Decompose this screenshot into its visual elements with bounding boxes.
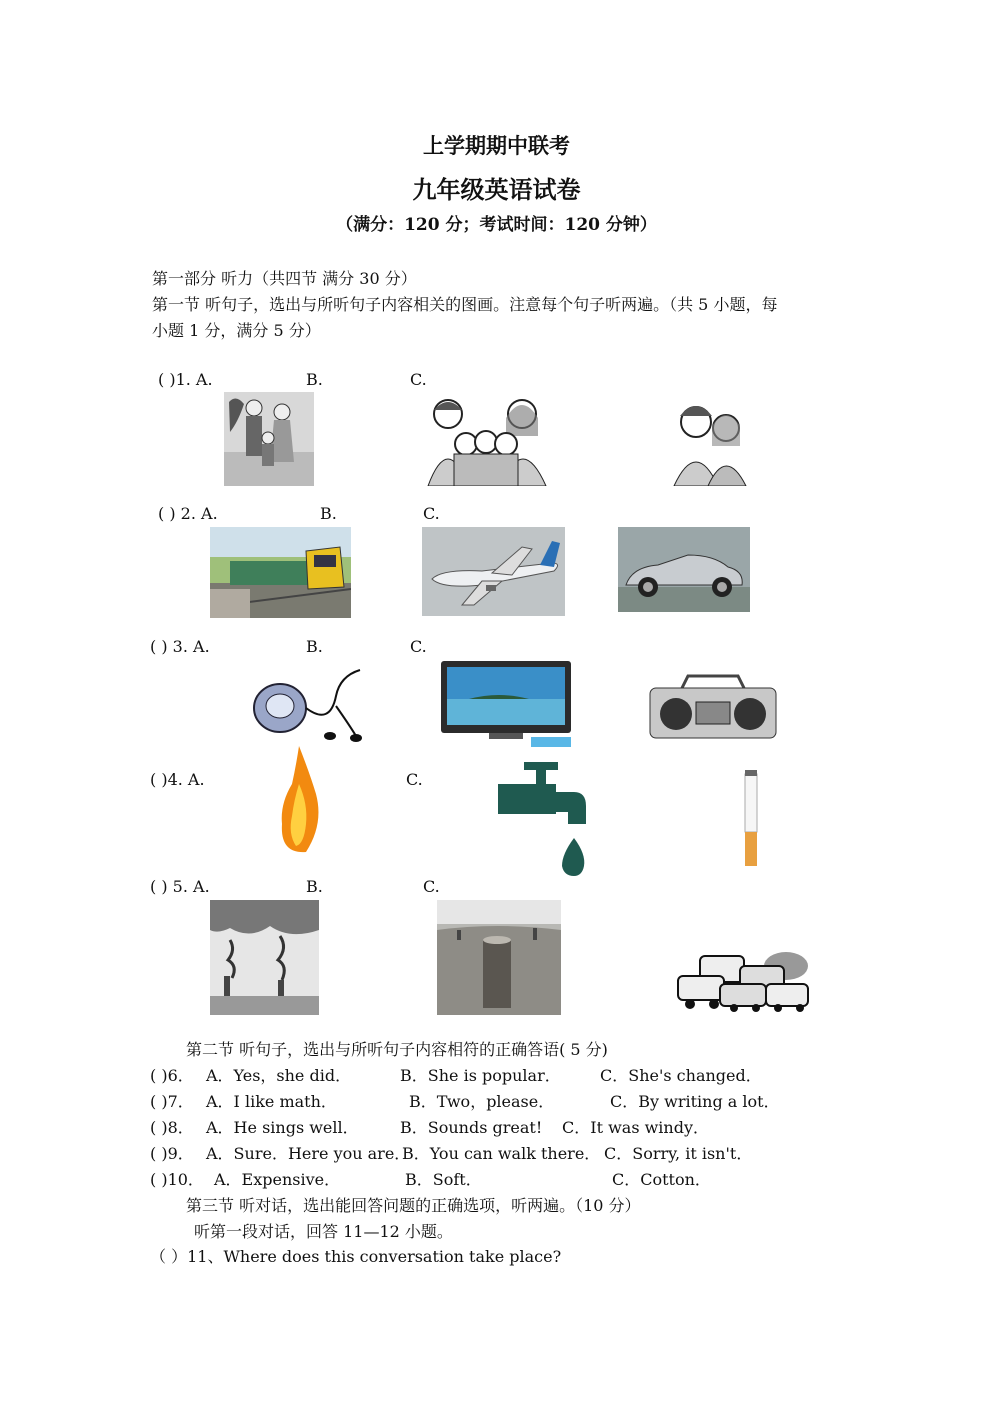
q5-option-b: B. [306, 877, 323, 896]
exam-score-time: （满分：120 分；考试时间：120 分钟） [336, 215, 657, 235]
q6-number: ( )6． [150, 1066, 194, 1085]
q8-option-a: A．He sings well． [206, 1118, 359, 1137]
q1-number: ( )1. A. [158, 370, 213, 389]
water-tap-image [498, 762, 588, 878]
q5-number: ( ) 5. A. [150, 877, 210, 896]
section3-subinstruction: 听第一段对话，回答 11—12 小题。 [194, 1222, 453, 1241]
cd-player-image [250, 666, 372, 744]
q4-number: ( )4. A. [150, 770, 205, 789]
family-walking-image [224, 392, 314, 486]
q8-option-b: B．Sounds great! [400, 1118, 543, 1137]
q1-option-b: B. [306, 370, 323, 389]
q1-option-c: C. [410, 370, 427, 389]
exam-title: 上学期期中联考 [423, 133, 570, 158]
q8-number: ( )8． [150, 1118, 194, 1137]
air-pollution-image [210, 900, 319, 1015]
airplane-image [422, 527, 565, 616]
train-image [210, 527, 351, 618]
q8-option-c: C．It was windy． [562, 1118, 710, 1137]
q9-option-a: A．Sure．Here you are． [206, 1144, 411, 1163]
q6-option-c: C．She's changed． [600, 1066, 762, 1085]
section3-title: 第三节 听对话，选出能回答问题的正确选项，听两遍。（10 分） [186, 1196, 641, 1215]
section1-instruction: 第一节 听句子，选出与所听句子内容相关的图画。注意每个句子听两遍。（共 5 小题，每 [152, 295, 778, 314]
radio-image [648, 672, 778, 742]
q7-option-b: B．Two，please． [409, 1092, 555, 1111]
q3-number: ( ) 3. A. [150, 637, 210, 656]
q2-option-c: C. [423, 504, 440, 523]
q9-option-c: C．Sorry, it isn't． [604, 1144, 753, 1163]
q9-option-b: B．You can walk there． [402, 1144, 601, 1163]
q6-option-a: A．Yes，she did． [206, 1066, 352, 1085]
cigarette-image [740, 768, 762, 870]
traffic-jam-image [676, 950, 812, 1012]
q3-option-c: C. [410, 637, 427, 656]
q4-option-c: C. [406, 770, 423, 789]
q9-number: ( )9． [150, 1144, 194, 1163]
exam-subtitle: 九年级英语试卷 [412, 175, 581, 204]
q10-option-c: C．Cotton． [612, 1170, 711, 1189]
car-image [618, 527, 750, 612]
q6-option-b: B．She is popular． [400, 1066, 561, 1085]
section1-instruction-cont: 小题 1 分，满分 5 分） [152, 321, 321, 340]
q10-option-a: A．Expensive． [214, 1170, 341, 1189]
deforestation-image [437, 900, 561, 1015]
fire-image [276, 744, 322, 856]
q7-option-c: C．By writing a lot． [610, 1092, 780, 1111]
q10-option-b: B．Soft． [405, 1170, 482, 1189]
q7-option-a: A．I like math． [206, 1092, 337, 1111]
q2-number: ( ) 2. A. [158, 504, 218, 523]
tv-image [439, 659, 573, 747]
q7-number: ( )7． [150, 1092, 194, 1111]
q5-option-c: C. [423, 877, 440, 896]
q3-option-b: B. [306, 637, 323, 656]
q10-number: ( )10． [150, 1170, 204, 1189]
part1-title: 第一部分 听力（共四节 满分 30 分） [152, 269, 417, 288]
family-portrait-image [424, 392, 550, 486]
section2-title: 第二节 听句子，选出与所听句子内容相符的正确答语( 5 分) [186, 1040, 608, 1059]
q2-option-b: B. [320, 504, 337, 523]
q11-question: （ ）11、Where does this conversation take place? [150, 1247, 562, 1266]
couple-image [668, 392, 748, 486]
